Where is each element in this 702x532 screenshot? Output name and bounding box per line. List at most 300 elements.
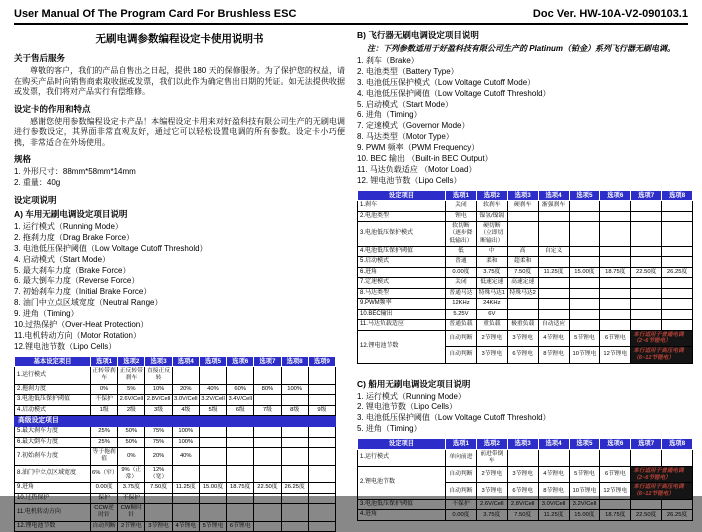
- table-row: [15, 521, 336, 532]
- option-cell: 镍氢/镍镉: [476, 211, 507, 222]
- row-label: 3.电池低压保护阈值: [15, 395, 91, 406]
- option-cell: [569, 278, 600, 289]
- option-cell: [227, 427, 254, 438]
- list-item: 10.过热保护（Over-Heat Protection）: [14, 319, 149, 329]
- option-cell: 80%: [254, 384, 281, 395]
- option-cell: 5级: [199, 405, 226, 416]
- option-cell: [600, 309, 631, 320]
- option-cell: 3级: [145, 405, 172, 416]
- column-header: 选项8: [281, 356, 308, 367]
- option-cell: [199, 448, 226, 465]
- option-cell: 5节锂电: [569, 467, 600, 483]
- option-cell: [600, 201, 631, 212]
- list-item: 3. 电池低压保护阈值（Low Voltage Cutoff Threshold）: [357, 413, 551, 423]
- list-item: 8. 油门中立点区域宽度（Neutral Range）: [14, 298, 163, 308]
- option-cell: 等于拖刹值: [91, 448, 118, 465]
- option-cell: 5节锂电: [569, 330, 600, 346]
- list-item: 6. 最大倒车力度（Reverse Force）: [14, 276, 140, 286]
- option-cell: 不保护: [118, 493, 145, 504]
- option-cell: 0%: [118, 448, 145, 465]
- column-header: 设定项目: [358, 190, 446, 201]
- option-cell: [254, 395, 281, 406]
- table-row: [15, 504, 336, 521]
- section-header-row: 高级设定项目: [15, 416, 336, 427]
- row-label: 12.锂电池节数: [15, 521, 91, 532]
- option-cell: [631, 222, 662, 247]
- column-header: 选项6: [600, 439, 631, 450]
- option-cell: [569, 201, 600, 212]
- column-header: 选项1: [91, 356, 118, 367]
- table-row: [358, 267, 693, 278]
- option-cell: 2.8V/Cell: [145, 395, 172, 406]
- option-cell: 自动适应: [538, 320, 569, 331]
- option-cell: [538, 449, 569, 466]
- list-item: 1. 运行模式（Running Mode）: [14, 222, 123, 232]
- option-cell: [254, 521, 281, 532]
- table-row: [15, 405, 336, 416]
- option-cell: 15.00度: [199, 483, 226, 494]
- list-item: 1. 外形尺寸：88mm*58mm*14mm: [14, 167, 136, 177]
- table-row: [358, 278, 693, 289]
- row-label: 8.马达类型: [358, 288, 446, 299]
- column-header: 选项4: [172, 356, 199, 367]
- option-cell: 自动判断: [446, 467, 477, 483]
- table-row: [15, 493, 336, 504]
- column-header: 选项3: [507, 190, 538, 201]
- right-column: [357, 29, 688, 532]
- option-cell: 2节锂电: [476, 467, 507, 483]
- option-cell: [281, 465, 308, 482]
- list-item: 11.电机转动方向（Motor Rotation）: [14, 330, 141, 340]
- option-cell: [145, 493, 172, 504]
- option-cell: [662, 257, 693, 268]
- option-cell: 低速定速: [476, 278, 507, 289]
- option-cell: [308, 504, 335, 521]
- option-cell: [631, 211, 662, 222]
- option-cell: [227, 448, 254, 465]
- option-cell: 22.50度: [631, 510, 662, 521]
- option-cell: [662, 211, 693, 222]
- option-cell: [538, 309, 569, 320]
- option-cell: 关闭: [446, 278, 477, 289]
- option-cell: [172, 504, 199, 521]
- option-cell: 3节锂电: [476, 347, 507, 363]
- option-cell: [600, 211, 631, 222]
- option-cell: [569, 449, 600, 466]
- option-cell: 22.50度: [631, 267, 662, 278]
- table-row: [358, 467, 693, 483]
- option-cell: [569, 246, 600, 257]
- option-cell: 75%: [145, 437, 172, 448]
- list-item: 12.锂电池节数（Lipo Cells）: [14, 341, 117, 351]
- option-cell: [254, 493, 281, 504]
- option-cell: [600, 499, 631, 510]
- option-cell: [662, 222, 693, 247]
- option-cell: [538, 222, 569, 247]
- option-cell: [600, 222, 631, 247]
- option-cell: [600, 288, 631, 299]
- section-b-heading: B) 飞行器无刷电调设定项目说明: [357, 30, 479, 40]
- option-cell: [631, 288, 662, 299]
- option-cell: 3.0V/Cell: [538, 499, 569, 510]
- column-header: 选项2: [476, 439, 507, 450]
- option-cell: [199, 427, 226, 438]
- option-cell: [227, 367, 254, 384]
- row-label: 9.PWM频率: [358, 299, 446, 310]
- specs-list: [14, 167, 345, 189]
- option-cell: [538, 257, 569, 268]
- option-cell: [631, 499, 662, 510]
- card-features-paragraph: 感谢您使用参数编程设定卡产品！本编程设定卡用来对好盈科技有限公司生产的无刷电调进行参数设定，其界面非常直观友好，通过它可以轻松设置电调的所有参数。设定卡小巧便携，非常适合在外场使用。: [14, 116, 345, 147]
- content-columns: [14, 29, 688, 532]
- option-cell: [254, 367, 281, 384]
- option-cell: [631, 299, 662, 310]
- column-header: 选项6: [600, 190, 631, 201]
- option-cell: [569, 257, 600, 268]
- column-header: 选项1: [446, 190, 477, 201]
- option-cell: 前进带倒车: [476, 449, 507, 466]
- column-header: 选项4: [538, 439, 569, 450]
- option-cell: [538, 278, 569, 289]
- option-cell: [662, 278, 693, 289]
- option-cell: 3.0V/Cell: [172, 395, 199, 406]
- option-cell: [308, 521, 335, 532]
- option-cell: [631, 449, 662, 466]
- list-item: 1. 刹车（Brake）: [357, 56, 419, 65]
- option-cell: [281, 448, 308, 465]
- option-cell: [281, 504, 308, 521]
- option-cell: [600, 278, 631, 289]
- option-cell: 15.00度: [569, 510, 600, 521]
- option-cell: [281, 367, 308, 384]
- column-header: 选项7: [631, 439, 662, 450]
- option-cell: 锂电: [446, 211, 477, 222]
- option-cell: [600, 299, 631, 310]
- option-cell: 本行适用于普通电调（2~6节锂电）: [631, 330, 693, 346]
- option-cell: [308, 384, 335, 395]
- option-cell: 18.75度: [600, 510, 631, 521]
- option-cell: [631, 278, 662, 289]
- list-item: 5. 最大刹车力度（Brake Force）: [14, 265, 131, 275]
- option-cell: [281, 427, 308, 438]
- option-cell: 8级: [281, 405, 308, 416]
- option-cell: [662, 246, 693, 257]
- table-row: [358, 222, 693, 247]
- column-header: 选项8: [662, 439, 693, 450]
- option-cell: [662, 499, 693, 510]
- option-cell: 11.25度: [538, 267, 569, 278]
- option-cell: [254, 504, 281, 521]
- settings-desc-heading: 设定项说明: [14, 195, 57, 206]
- option-cell: 超柔和: [507, 257, 538, 268]
- option-cell: 极重负载: [507, 320, 538, 331]
- option-cell: [254, 427, 281, 438]
- option-cell: 7.50度: [145, 483, 172, 494]
- option-cell: [199, 367, 226, 384]
- section-a-list: [14, 222, 345, 353]
- option-cell: [631, 309, 662, 320]
- row-label: 1.刹车: [358, 201, 446, 212]
- car-settings-table: [14, 356, 336, 532]
- list-item: 11. 马达负载适应 （Motor Load）: [357, 164, 477, 174]
- option-cell: 26.25度: [281, 483, 308, 494]
- option-cell: 2节锂电: [118, 521, 145, 532]
- option-cell: 4级: [172, 405, 199, 416]
- option-cell: [600, 449, 631, 466]
- row-label: 11.电机转动方向: [15, 504, 91, 521]
- row-label: 5.最大刹车力度: [15, 427, 91, 438]
- option-cell: 重负载: [476, 320, 507, 331]
- option-cell: 软刹车: [476, 201, 507, 212]
- option-cell: 正转带刹车: [91, 367, 118, 384]
- section-c-list: [357, 392, 688, 436]
- option-cell: [308, 493, 335, 504]
- list-item: 3. 电池低压保护阈值（Low Voltage Cutoff Threshold）: [14, 243, 208, 253]
- option-cell: 本行适用于高压电调（6~12节锂电）: [631, 347, 693, 363]
- option-cell: [172, 465, 199, 482]
- table-header-row: [358, 190, 693, 201]
- option-cell: 0.00度: [446, 267, 477, 278]
- option-cell: [507, 309, 538, 320]
- option-cell: 正反转带刹车: [118, 367, 145, 384]
- table-row: [15, 448, 336, 465]
- option-cell: 22.50度: [254, 483, 281, 494]
- specs-heading: 规格: [14, 154, 32, 165]
- table-row: [15, 437, 336, 448]
- row-label: 8.油门中立点区域宽度: [15, 465, 91, 482]
- option-cell: [569, 222, 600, 247]
- table-row: [358, 510, 693, 521]
- option-cell: 15.00度: [569, 267, 600, 278]
- page-header: [14, 8, 688, 25]
- option-cell: 11.25度: [172, 483, 199, 494]
- option-cell: 3.2V/Cell: [199, 395, 226, 406]
- option-cell: 75%: [145, 427, 172, 438]
- option-cell: [254, 437, 281, 448]
- option-cell: 特殊马达1: [476, 288, 507, 299]
- option-cell: [600, 257, 631, 268]
- list-item: 1. 运行模式（Running Mode）: [357, 391, 466, 401]
- column-header: 选项6: [227, 356, 254, 367]
- after-sales-heading: 关于售后服务: [14, 53, 66, 63]
- row-label: 2.拖刹力度: [15, 384, 91, 395]
- option-cell: 12%（宽）: [145, 465, 172, 482]
- option-cell: 9%（正常）: [118, 465, 145, 482]
- doc-version: Doc Ver. HW-10A-V2-090103.1: [532, 8, 688, 20]
- table-row: [358, 330, 693, 346]
- option-cell: [199, 504, 226, 521]
- column-header: 选项5: [569, 439, 600, 450]
- option-cell: 100%: [281, 384, 308, 395]
- table-header-row: [358, 439, 693, 450]
- option-cell: 20%: [172, 384, 199, 395]
- option-cell: 11.25度: [538, 510, 569, 521]
- option-cell: [507, 299, 538, 310]
- option-cell: 26.25度: [662, 267, 693, 278]
- option-cell: 8节锂电: [538, 483, 569, 499]
- list-item: 5. 启动模式（Start Mode）: [357, 99, 454, 109]
- table-row: [15, 483, 336, 494]
- option-cell: [507, 449, 538, 466]
- option-cell: 7.50度: [507, 267, 538, 278]
- option-cell: [227, 493, 254, 504]
- option-cell: 自动判断: [446, 347, 477, 363]
- column-header: 选项5: [569, 190, 600, 201]
- option-cell: 5%: [118, 384, 145, 395]
- aircraft-settings-table: [357, 190, 693, 364]
- list-item: 8. 马达类型（Motor Type）: [357, 132, 454, 142]
- table-row: [358, 201, 693, 212]
- option-cell: 25%: [91, 437, 118, 448]
- option-cell: 本行适用于高压电调（6~12节锂电）: [631, 483, 693, 499]
- option-cell: [308, 483, 335, 494]
- option-cell: 硬切断（立即切断输出）: [476, 222, 507, 247]
- column-header: 选项4: [538, 190, 569, 201]
- option-cell: [662, 320, 693, 331]
- option-cell: 高: [507, 246, 538, 257]
- option-cell: 18.75度: [600, 267, 631, 278]
- option-cell: [227, 437, 254, 448]
- option-cell: 2.8V/Cell: [507, 499, 538, 510]
- option-cell: 高速定速: [507, 278, 538, 289]
- boat-settings-table: [357, 438, 693, 521]
- row-label: 2.电池类型: [358, 211, 446, 222]
- option-cell: [281, 395, 308, 406]
- section-b-note: 注：下列参数适用于好盈科技有限公司生产的 Platinum（铂金）系列飞行器无刷电调。: [367, 44, 676, 53]
- option-cell: 自动判断: [446, 330, 477, 346]
- option-cell: [308, 395, 335, 406]
- chinese-doc-title: 无刷电调参数编程设定卡使用说明书: [95, 33, 264, 45]
- option-cell: 9级: [308, 405, 335, 416]
- option-cell: 4节锂电: [538, 330, 569, 346]
- option-cell: 0%: [91, 384, 118, 395]
- list-item: 2. 拖刹力度（Drag Brake Force）: [14, 232, 135, 242]
- option-cell: 特殊马达2: [507, 288, 538, 299]
- option-cell: [172, 493, 199, 504]
- option-cell: 3.75度: [118, 483, 145, 494]
- row-label: 1.运行模式: [358, 449, 446, 466]
- option-cell: 40%: [199, 384, 226, 395]
- table-header-row: [15, 356, 336, 367]
- row-label: 4.启动模式: [15, 405, 91, 416]
- option-cell: [281, 493, 308, 504]
- row-label: 6.最大倒车力度: [15, 437, 91, 448]
- option-cell: 3.4V/Cell: [227, 395, 254, 406]
- option-cell: 24KHz: [476, 299, 507, 310]
- option-cell: [538, 211, 569, 222]
- list-item: 4. 电池低压保护阈值（Low Voltage Cutoff Threshold）: [357, 88, 551, 98]
- list-item: 7. 初始刹车力度（Initial Brake Force）: [14, 287, 152, 297]
- option-cell: [569, 288, 600, 299]
- option-cell: 1级: [91, 405, 118, 416]
- option-cell: 3节锂电: [476, 483, 507, 499]
- section-b-list: [357, 56, 688, 187]
- option-cell: [662, 288, 693, 299]
- option-cell: 6级: [227, 405, 254, 416]
- option-cell: 10节锂电: [569, 483, 600, 499]
- option-cell: CW顺时针: [118, 504, 145, 521]
- option-cell: 6%（窄）: [91, 465, 118, 482]
- row-label: 7.定速模式: [358, 278, 446, 289]
- option-cell: [281, 521, 308, 532]
- column-header: 选项2: [476, 190, 507, 201]
- option-cell: 100%: [172, 427, 199, 438]
- option-cell: 柔和: [476, 257, 507, 268]
- option-cell: 2节锂电: [476, 330, 507, 346]
- table-row: [358, 211, 693, 222]
- left-column: [14, 29, 345, 532]
- option-cell: 2.6V/Cell: [476, 499, 507, 510]
- option-cell: [631, 320, 662, 331]
- option-cell: [569, 211, 600, 222]
- row-label: 10.过热保护: [15, 493, 91, 504]
- option-cell: [600, 320, 631, 331]
- option-cell: [538, 299, 569, 310]
- option-cell: 普通负载: [446, 320, 477, 331]
- option-cell: 3节锂电: [507, 467, 538, 483]
- option-cell: 10节锂电: [569, 347, 600, 363]
- column-header: 选项2: [118, 356, 145, 367]
- table-row: [358, 449, 693, 466]
- list-item: 2. 锂电池节数（Lipo Cells）: [357, 402, 458, 412]
- column-header: 设定项目: [358, 439, 446, 450]
- option-cell: 6节锂电: [600, 467, 631, 483]
- option-cell: 4节锂电: [538, 467, 569, 483]
- option-cell: 6节锂电: [227, 521, 254, 532]
- option-cell: 3节锂电: [145, 521, 172, 532]
- option-cell: 25%: [91, 427, 118, 438]
- row-label: 11.马达负载适应: [358, 320, 446, 331]
- option-cell: [308, 448, 335, 465]
- option-cell: [308, 465, 335, 482]
- row-label: 3.电池低压保护阈值: [358, 499, 446, 510]
- column-header: 选项1: [446, 439, 477, 450]
- list-item: 6. 进角（Timing）: [357, 110, 422, 120]
- list-item: 2. 电池类型（Battery Type）: [357, 66, 459, 76]
- column-header: 选项3: [145, 356, 172, 367]
- option-cell: 40%: [172, 448, 199, 465]
- option-cell: [631, 201, 662, 212]
- option-cell: 10%: [145, 384, 172, 395]
- option-cell: 26.25度: [662, 510, 693, 521]
- list-item: 9. PWM 频率（PWM Frequency）: [357, 143, 480, 152]
- option-cell: 3.75度: [476, 510, 507, 521]
- option-cell: 软切断（逐步降低输出）: [446, 222, 477, 247]
- after-sales-paragraph: 尊敬的客户，我们的产品自售出之日起，提供 180 天的保修服务。为了保护您的权益，请在购买产品时向销售商索取收据或发票，我们以此作为确定售出日期的凭证。如无法提供收据或发票，我们将对产品实行有偿维修。: [14, 66, 345, 97]
- list-item: 10. BEC 输出 （Built-in BEC Output）: [357, 153, 493, 163]
- option-cell: [662, 201, 693, 212]
- option-cell: [308, 367, 335, 384]
- option-cell: [308, 427, 335, 438]
- row-label: 12.锂电池节数: [358, 330, 446, 363]
- table-row: [358, 246, 693, 257]
- option-cell: 0.00度: [446, 510, 477, 521]
- list-item: 7. 定速模式（Governor Mode）: [357, 121, 470, 131]
- row-label: 4.电池低压保护阈值: [358, 246, 446, 257]
- option-cell: 5节锂电: [199, 521, 226, 532]
- option-cell: [145, 504, 172, 521]
- row-label: 10.BEC输出: [358, 309, 446, 320]
- option-cell: [227, 465, 254, 482]
- option-cell: [569, 299, 600, 310]
- option-cell: [507, 222, 538, 247]
- option-cell: 6节锂电: [600, 330, 631, 346]
- list-item: 2. 重量：40g: [14, 178, 61, 188]
- option-cell: 12KHz: [446, 299, 477, 310]
- option-cell: 3.2V/Cell: [569, 499, 600, 510]
- row-label: 7.初始刹车力度: [15, 448, 91, 465]
- table-row: [358, 299, 693, 310]
